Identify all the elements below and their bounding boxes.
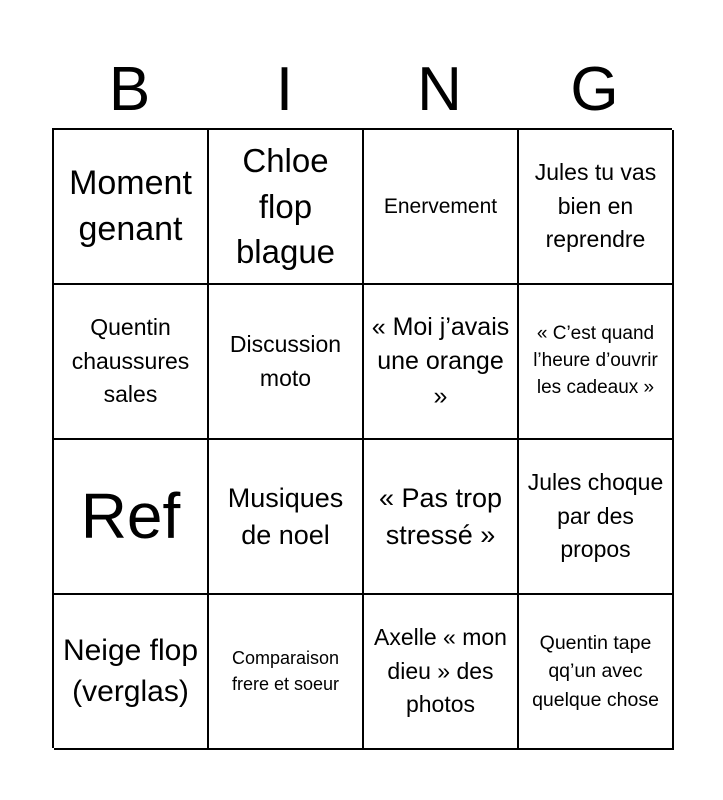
bingo-cell[interactable] [209, 130, 364, 285]
cell-text: Quentin chaussures sales [71, 314, 190, 408]
bingo-header [52, 52, 672, 128]
cell-text: Ref [80, 480, 181, 553]
header-letter-b: B [108, 55, 151, 124]
header-letter-n: N [417, 55, 462, 124]
bingo-cell[interactable] [519, 130, 674, 285]
header-letter-i: I [275, 55, 294, 124]
bingo-cell[interactable] [364, 440, 519, 595]
cell-text: Enervement [383, 194, 498, 218]
cell-text: Musiques de noel [227, 483, 344, 550]
bingo-cell[interactable] [364, 285, 519, 440]
bingo-cell[interactable] [209, 440, 364, 595]
cell-text: Discussion moto [229, 331, 342, 391]
cell-text: Axelle « mon dieu » des photos [374, 624, 507, 718]
header-letter-g: G [570, 55, 619, 124]
bingo-cell[interactable] [519, 440, 674, 595]
cell-text: « C’est quand l’heure d’ouvrir les cadeaux » [533, 323, 658, 398]
cell-text: Jules tu vas bien en reprendre [534, 159, 657, 253]
cell-text: Moment genant [69, 163, 192, 248]
cell-text: Chloe flop blague [235, 142, 336, 271]
bingo-cell[interactable] [364, 595, 519, 750]
bingo-cell[interactable] [54, 285, 209, 440]
bingo-cell[interactable] [54, 440, 209, 595]
bingo-cell[interactable] [364, 130, 519, 285]
bingo-cell[interactable] [54, 595, 209, 750]
bingo-cell[interactable] [209, 285, 364, 440]
bingo-cell[interactable] [209, 595, 364, 750]
cell-text: Quentin tape qq’un avec quelque chose [532, 632, 659, 711]
cell-text: « Moi j’avais une orange » [371, 312, 510, 410]
bingo-board [52, 128, 672, 748]
bingo-cell[interactable] [519, 595, 674, 750]
cell-text: Neige flop (verglas) [62, 634, 199, 708]
cell-text: Jules choque par des propos [527, 469, 664, 563]
cell-text: « Pas trop stressé » [378, 483, 503, 550]
bingo-cell[interactable] [54, 130, 209, 285]
cell-text: Comparaison frere et soeur [231, 648, 340, 694]
bingo-cell[interactable] [519, 285, 674, 440]
